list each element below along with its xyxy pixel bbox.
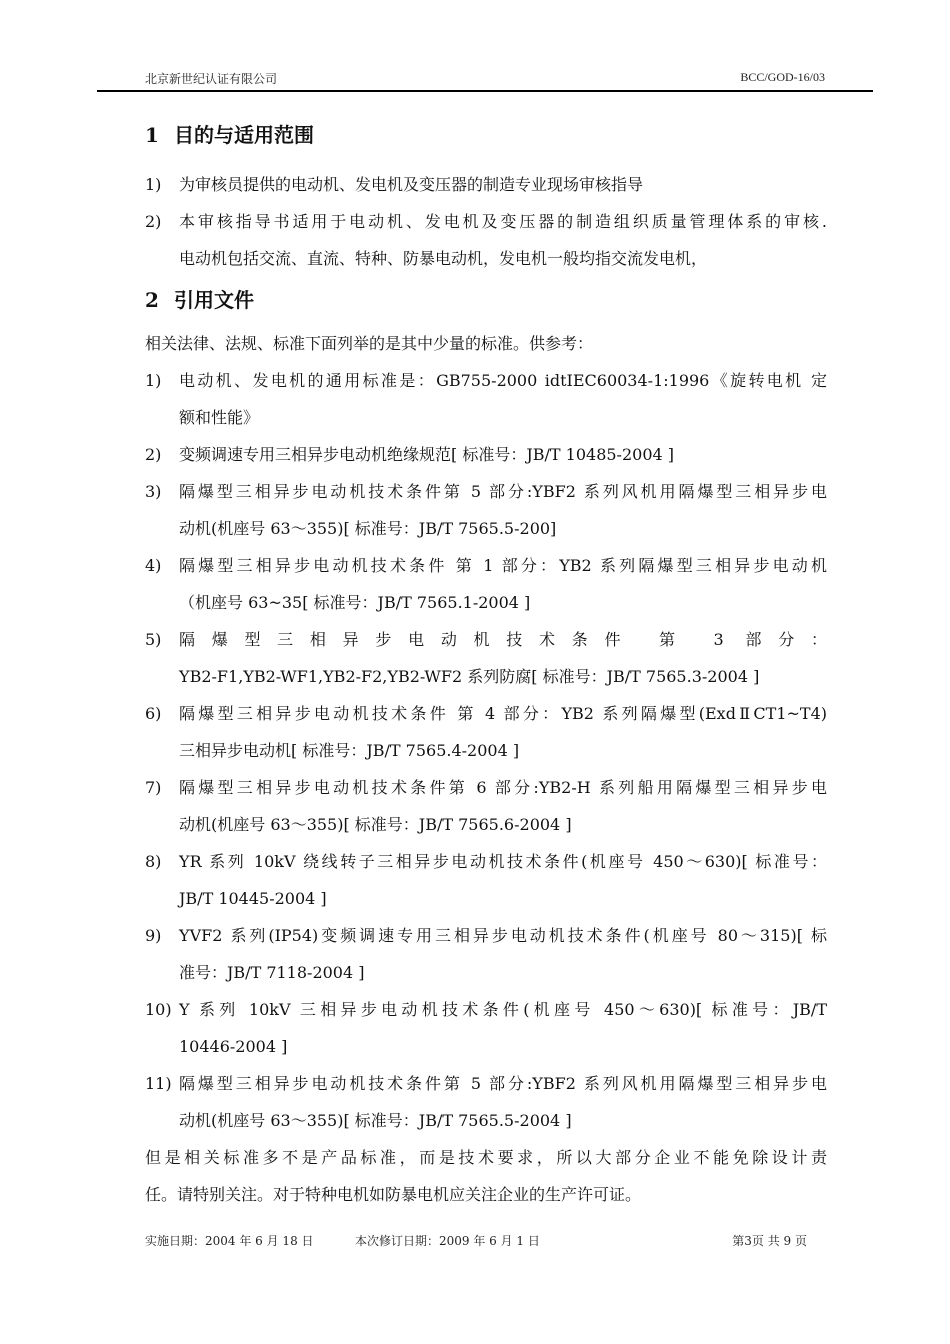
- list-item: [145, 917, 827, 991]
- effective-date: 实施日期：2004 年 6 月 18 日: [145, 1234, 314, 1248]
- standards-list: [145, 362, 827, 1139]
- list-item-line: 动机(机座号 63～355)[ 标准号：JB/T 7565.5-2004 ]: [179, 1111, 572, 1130]
- section-number: 1: [145, 123, 159, 147]
- list-item: [145, 1065, 827, 1139]
- list-item-number: 1): [145, 371, 162, 390]
- section-2-heading: [145, 283, 827, 317]
- list-item-line: 三相异步电动机[ 标准号：JB/T 7565.4-2004 ]: [179, 741, 520, 760]
- list-item: [145, 991, 827, 1065]
- list-item-number: 10): [145, 1000, 172, 1019]
- section-title: 引用文件: [173, 288, 254, 312]
- list-item: [145, 769, 827, 843]
- paragraph-line: 任。请特别关注。对于特种电机如防暴电机应关注企业的生产许可证。: [145, 1185, 642, 1204]
- list-item: [145, 695, 827, 769]
- document-code: BCC/GOD-16/03: [740, 70, 825, 84]
- list-item-line: 准号：JB/T 7118-2004 ]: [179, 963, 365, 982]
- list-item-number: 7): [145, 778, 162, 797]
- company-name: 北京新世纪认证有限公司: [145, 72, 278, 86]
- list-item-number: 3): [145, 482, 162, 501]
- list-item-line: 额和性能》: [179, 408, 260, 427]
- list-item-line: 为审核员提供的电动机、发电机及变压器的制造专业现场审核指导: [179, 175, 644, 194]
- document-body: [145, 118, 827, 1213]
- list-item-line: （机座号 63~35[ 标准号：JB/T 7565.1-2004 ]: [179, 593, 531, 612]
- list-item-line: JB/T 10445-2004 ]: [179, 889, 327, 908]
- section-1-list: [145, 166, 827, 277]
- list-item-line: 隔爆型三相异步电动机技术条件 第 1 部分：YB2 系列隔爆型三相异步电动机: [179, 556, 827, 575]
- page-number: 第3页 共 9 页: [732, 1234, 807, 1248]
- paragraph-line: 但是相关标准多不是产品标准，而是技术要求，所以大部分企业不能免除设计责: [145, 1148, 827, 1167]
- list-item-line: 电动机、发电机的通用标准是：GB755-2000 idtIEC60034-1:1996《旋转电机 定: [179, 371, 827, 390]
- list-item: [145, 547, 827, 621]
- list-item-line: 隔爆型三相异步电动机技术条件第 6 部分:YB2-H 系列船用隔爆型三相异步电: [179, 778, 827, 797]
- list-item: [145, 166, 827, 203]
- list-item-line: YVF2 系列(IP54)变频调速专用三相异步电动机技术条件(机座号 80～315)[ 标: [179, 926, 827, 945]
- list-item-line: YB2-F1,YB2-WF1,YB2-F2,YB2-WF2 系列防腐[ 标准号：JB/T 7565.3-2004 ]: [179, 667, 760, 686]
- list-item-line: 动机(机座号 63～355)[ 标准号：JB/T 7565.6-2004 ]: [179, 815, 572, 834]
- list-item-line: Y 系列 10kV 三相异步电动机技术条件(机座号 450～630)[ 标准号：JB/T: [179, 1000, 827, 1019]
- section-1-heading: [145, 118, 827, 152]
- list-item: [145, 621, 827, 695]
- list-item-line: 本审核指导书适用于电动机、发电机及变压器的制造组织质量管理体系的审核.: [179, 212, 827, 231]
- list-item-number: 2): [145, 212, 162, 231]
- closing-paragraph: [145, 1139, 827, 1213]
- list-item-line: YR 系列 10kV 绕线转子三相异步电动机技术条件(机座号 450～630)[ 标准号：: [179, 852, 827, 871]
- list-item: [145, 843, 827, 917]
- list-item-line: 隔爆型三相异步电动机技术条件 第 4 部分：YB2 系列隔爆型(ExdⅡCT1~T4): [179, 704, 827, 723]
- list-item: [145, 362, 827, 436]
- header-rule: [97, 90, 873, 92]
- section-title: 目的与适用范围: [173, 123, 314, 147]
- section-number: 2: [145, 288, 159, 312]
- page-header: [145, 70, 825, 90]
- list-item-number: 8): [145, 852, 162, 871]
- list-item-line: 隔爆型三相异步电动机技术条件第 5 部分:YBF2 系列风机用隔爆型三相异步电: [179, 1074, 827, 1093]
- list-item-line: 变频调速专用三相异步电动机绝缘规范[ 标准号：JB/T 10485-2004 ]: [179, 445, 675, 464]
- list-item-number: 2): [145, 445, 162, 464]
- list-item-number: 4): [145, 556, 162, 575]
- list-item-line: 隔爆型三相异步电动机技术条件 第 3 部分：: [179, 630, 827, 649]
- list-item: [145, 473, 827, 547]
- list-item-line: 隔爆型三相异步电动机技术条件第 5 部分:YBF2 系列风机用隔爆型三相异步电: [179, 482, 827, 501]
- list-item-line: 电动机包括交流、直流、特种、防暴电动机，发电机一般均指交流发电机，: [179, 249, 708, 268]
- list-item: [145, 436, 827, 473]
- list-item-number: 9): [145, 926, 162, 945]
- list-item-number: 1): [145, 175, 162, 194]
- list-item-number: 11): [145, 1074, 172, 1093]
- revision-date: 本次修订日期：2009 年 6 月 1 日: [355, 1234, 540, 1248]
- list-item-number: 5): [145, 630, 162, 649]
- list-item-number: 6): [145, 704, 162, 723]
- list-item-line: 10446-2004 ]: [179, 1037, 288, 1056]
- list-item-line: 动机(机座号 63～355)[ 标准号：JB/T 7565.5-200]: [179, 519, 557, 538]
- list-item: [145, 203, 827, 277]
- section-2-intro: 相关法律、法规、标准下面列举的是其中少量的标准。供参考：: [145, 334, 594, 353]
